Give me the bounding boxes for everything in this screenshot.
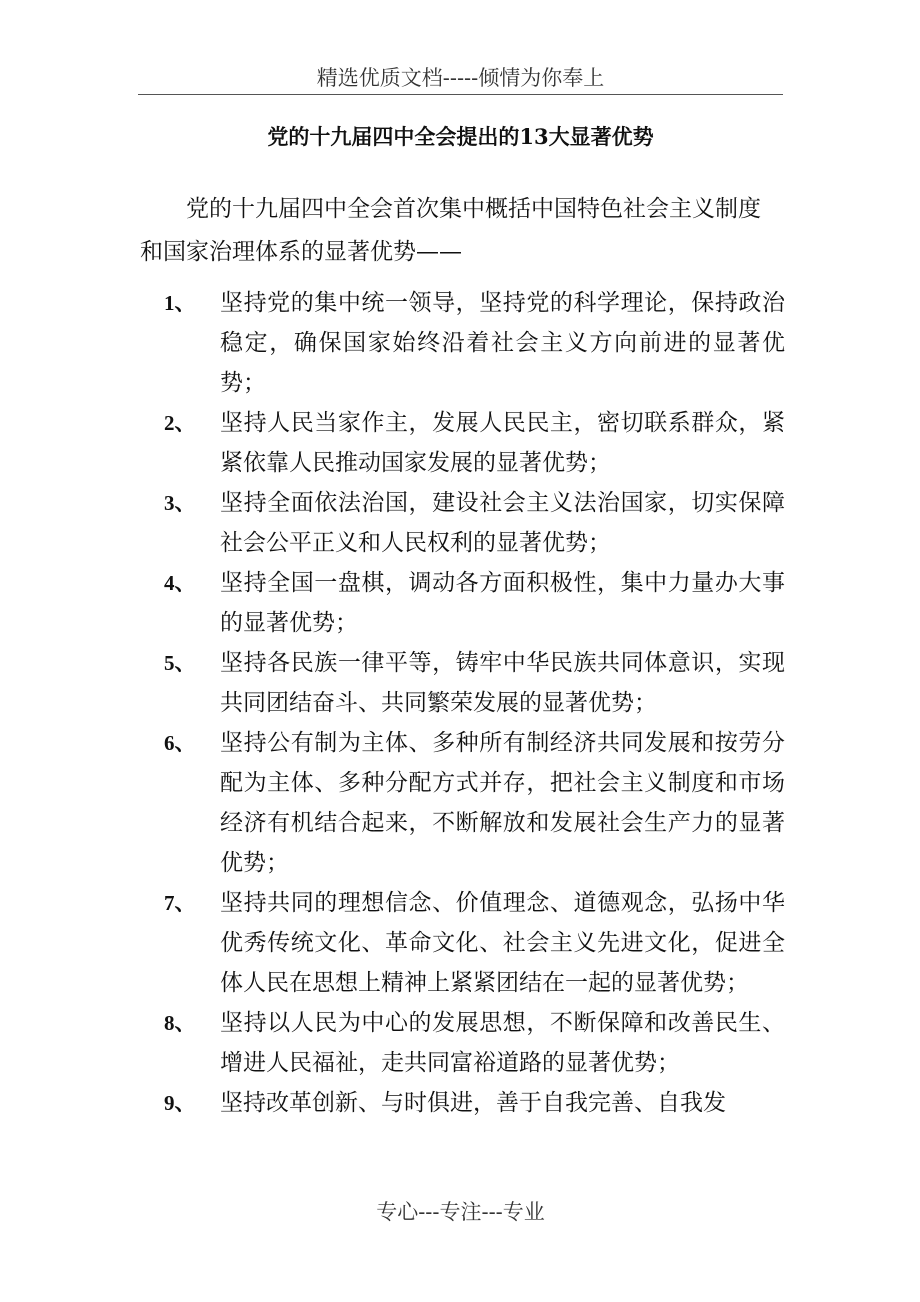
item-text: 坚持全国一盘棋，调动各方面积极性，集中力量办大事的显著优势； [220,570,785,636]
list-item [140,883,785,1003]
list-item [140,643,785,723]
item-number: 5、 [164,651,196,675]
list-item [140,1003,785,1083]
item-number: 7、 [164,891,196,915]
item-number: 3、 [164,491,196,515]
list-item [140,563,785,643]
item-text: 坚持共同的理想信念、价值理念、道德观念，弘扬中华优秀传统文化、革命文化、社会主义先进文化，促进全体人民在思想上精神上紧紧团结在一起的显著优势； [220,890,785,996]
item-number: 1、 [164,291,196,315]
item-text: 坚持公有制为主体、多种所有制经济共同发展和按劳分配为主体、多种分配方式并存，把社会主义制度和市场经济有机结合起来，不断解放和发展社会生产力的显著优势； [220,730,785,876]
item-text: 坚持各民族一律平等，铸牢中华民族共同体意识，实现共同团结奋斗、共同繁荣发展的显著优势； [220,650,785,716]
document-title: 党的十九届四中全会提出的13大显著优势 [267,124,654,149]
intro-paragraph: 党的十九届四中全会首次集中概括中国特色社会主义制度和国家治理体系的显著优势—— [140,196,761,265]
item-text: 坚持改革创新、与时俱进，善于自我完善、自我发 [220,1090,726,1116]
list-item [140,723,785,883]
item-number: 8、 [164,1011,196,1035]
page-header: 精选优质文档-----倾情为你奉上 [316,66,605,90]
item-number: 6、 [164,731,196,755]
item-text: 坚持党的集中统一领导，坚持党的科学理论，保持政治稳定，确保国家始终沿着社会主义方向前进的显著优势； [220,290,785,396]
list-item [140,403,785,483]
item-text: 坚持全面依法治国，建设社会主义法治国家，切实保障社会公平正义和人民权利的显著优势； [220,490,785,556]
item-number: 2、 [164,411,196,435]
list-item [140,283,785,403]
list-item [140,1083,785,1123]
page-footer: 专心---专注---专业 [376,1200,545,1224]
header-divider [138,94,783,95]
item-number: 4、 [164,571,196,595]
item-text: 坚持以人民为中心的发展思想，不断保障和改善民生、增进人民福祉，走共同富裕道路的显著优势； [220,1010,785,1076]
list-item [140,483,785,563]
item-number: 9、 [164,1091,196,1115]
item-text: 坚持人民当家作主，发展人民民主，密切联系群众，紧紧依靠人民推动国家发展的显著优势； [220,410,785,476]
advantages-list [140,283,785,1123]
